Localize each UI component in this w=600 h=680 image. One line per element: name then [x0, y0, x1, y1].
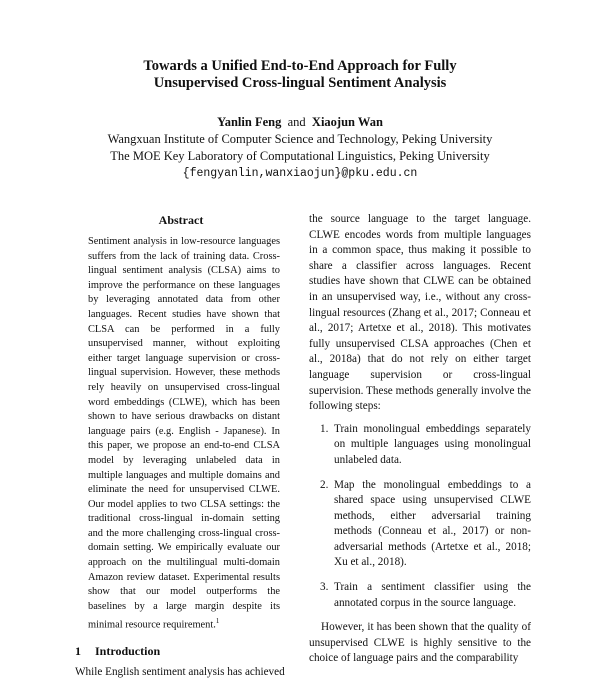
section-number: 1: [75, 643, 95, 659]
body-paragraph: the source language to the target language. CLWE encodes words from multiple languages in a common space, thus making it possible to share a classifier across languages. Recent studies have shown that CLWE can be obtained in an unsupervised way, i.e., without any cross-lingual resources (Zhang et al., 2017; Conneau et al., 2017; Artetxe et al., 2018). This motivates fully unsupervised CLSA approaches (Chen et al., 2018a) that do not rely on either target language supervision or cross-lingual supervision. These methods generally involve the following steps:: [309, 212, 531, 415]
author-block: [60, 114, 540, 182]
left-column: [75, 212, 287, 680]
list-item-text: Train a sentiment classifier using the annotated corpus in the source language.: [334, 581, 531, 609]
abstract-heading: Abstract: [75, 212, 287, 228]
author-names: [60, 114, 540, 131]
footnote-mark: 1: [216, 617, 220, 625]
author-1: Yanlin Feng: [217, 115, 281, 129]
section-heading-introduction: [75, 643, 287, 659]
body-paragraph-2: However, it has been shown that the quality of unsupervised CLWE is highly sensitive to the choice of language pairs and the comparability: [309, 620, 531, 667]
list-marker: 2.: [320, 478, 328, 494]
intro-text: While English sentiment analysis has achieved: [75, 665, 287, 680]
section-title: Introduction: [95, 644, 160, 658]
list-item: [309, 580, 531, 611]
title-line-1: Towards a Unified End-to-End Approach for Fully: [143, 58, 456, 74]
title-line-2: Unsupervised Cross-lingual Sentiment Analysis: [154, 75, 447, 91]
author-2: Xiaojun Wan: [312, 115, 383, 129]
method-steps-list: [309, 422, 531, 612]
list-marker: 3.: [320, 580, 328, 596]
list-item-text: Map the monolingual embeddings to a shared space using unsupervised CLWE methods, either adversarial training methods (Conneau et al., 2017) or non-adversarial methods (Artetxe et al., 2018; Xu et al., 2018).: [334, 479, 531, 569]
author-email: {fengyanlin,wanxiaojun}@pku.edu.cn: [60, 165, 540, 182]
right-column: [309, 212, 531, 667]
abstract-body: Sentiment analysis in low-resource languages suffers from the lack of training data. Cross-lingual sentiment analysis (CLSA) aims to improve the performance on these languages by leveraging annotated data from other languages. Recent studies have shown that CLSA can be performed in a fully unsupervised manner, without exploiting either target language supervision or cross-lingual supervision. However, these methods rely heavily on unsupervised cross-lingual word embeddings (CLWE), which has been shown to have serious drawbacks on distant language pairs (e.g. English - Japanese). In this paper, we propose an end-to-end CLSA model by leveraging unlabeled data in multiple languages and multiple domains and eliminate the need for unsupervised CLWE. Our model applies to two CLSA settings: the traditional cross-lingual in-domain setting and the more challenging cross-lingual cross-domain setting. We empirically evaluate our approach on the multilingual multi-domain Amazon review dataset. Experimental results show that our model outperforms the baselines by a large margin despite its minimal resource requirement.: [88, 236, 280, 631]
author-separator: and: [288, 115, 306, 129]
list-item-text: Train monolingual embeddings separately on multiple languages using monolingual unlabeled data.: [334, 423, 531, 466]
affiliation-1: Wangxuan Institute of Computer Science and Technology, Peking University: [60, 131, 540, 148]
list-marker: 1.: [320, 422, 328, 438]
paper-title: [60, 58, 540, 92]
affiliation-2: The MOE Key Laboratory of Computational Linguistics, Peking University: [60, 148, 540, 165]
list-item: [309, 478, 531, 572]
list-item: [309, 422, 531, 469]
abstract-text: [88, 235, 280, 634]
